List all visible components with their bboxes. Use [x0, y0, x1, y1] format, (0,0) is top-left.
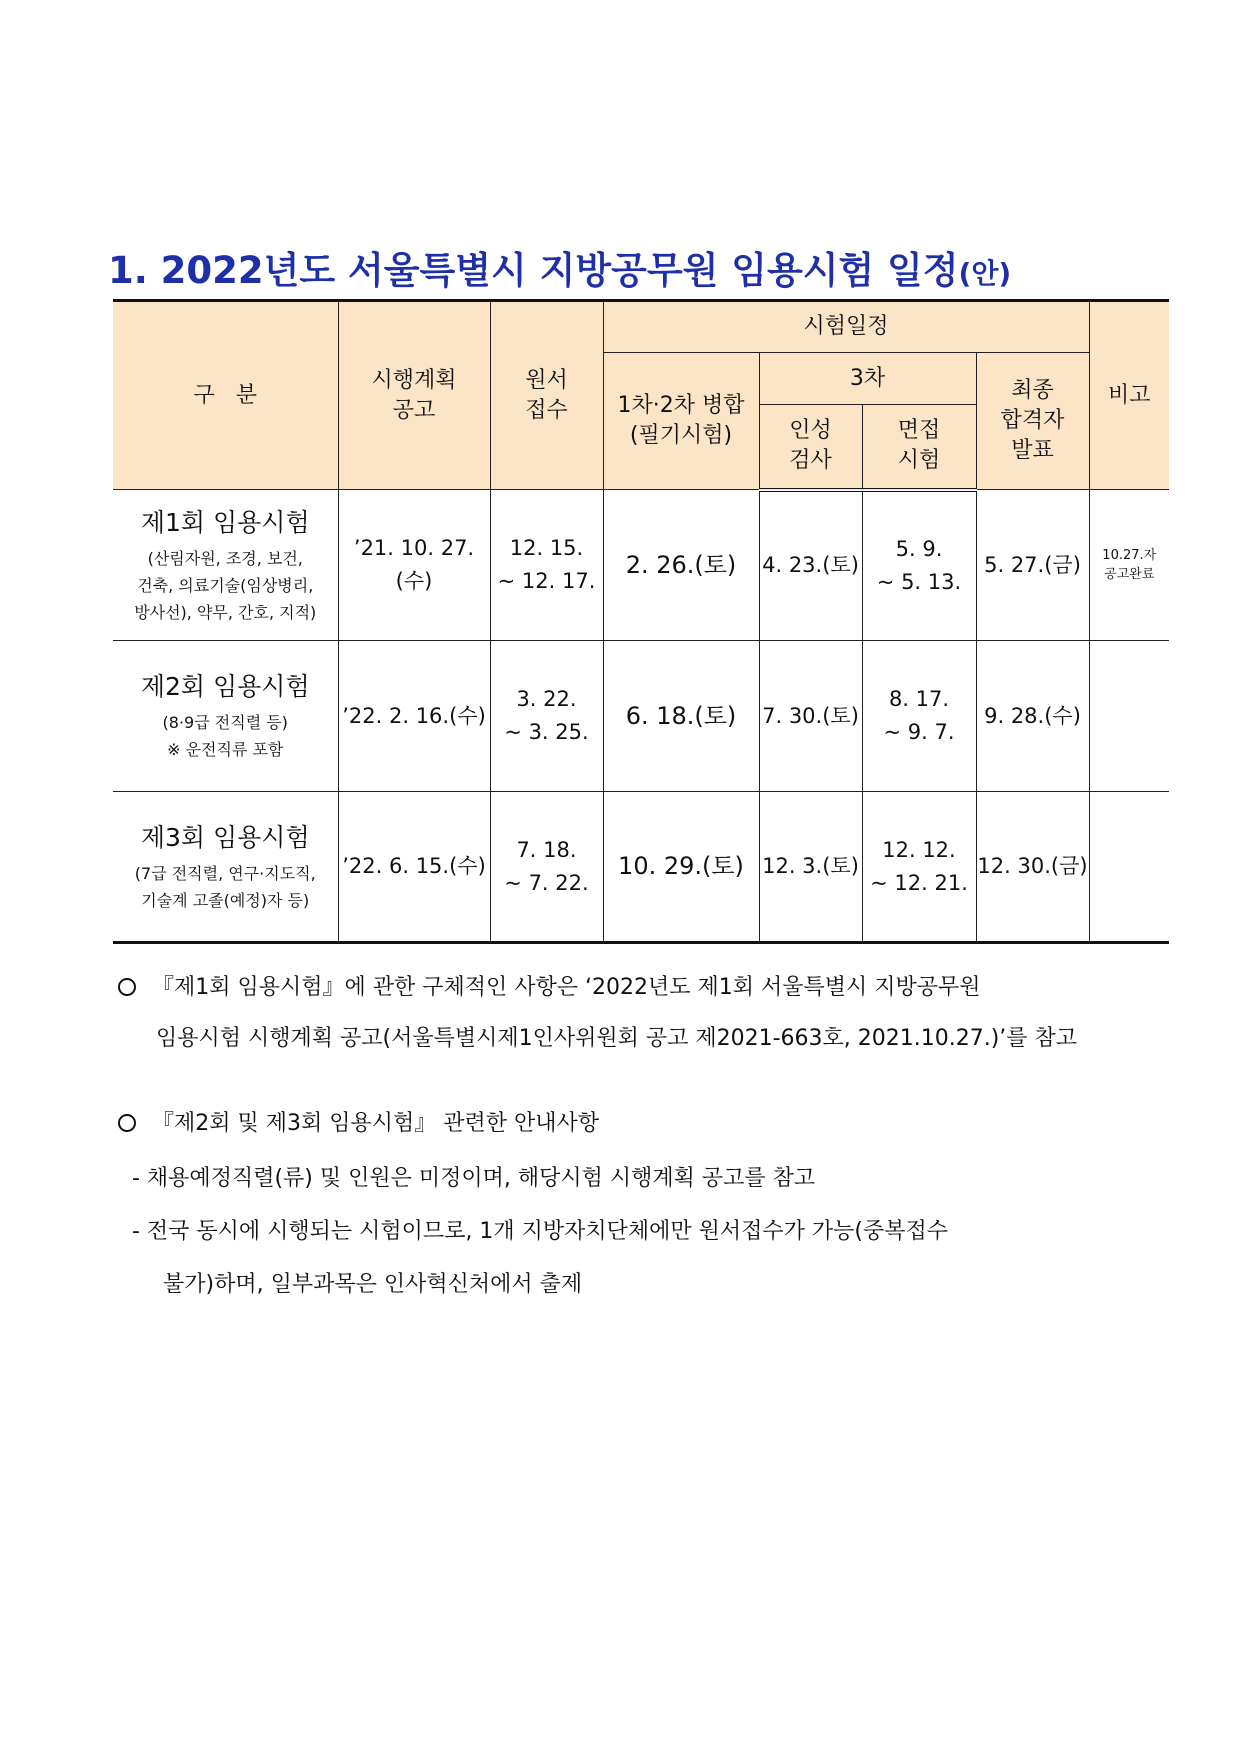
header-plan-notice: 시행계획 공고: [338, 301, 490, 490]
page-title-main: 1. 2022년도 서울특별시 지방공무원 임용시험 일정: [108, 249, 959, 292]
final-announcement-date: 9. 28.(수): [976, 641, 1089, 792]
application-period: 3. 22. ~ 3. 25.: [490, 641, 603, 792]
round-title: 제1회 임용시험: [140, 507, 310, 537]
note-bullet-1-line-2: 임용시험 시행계획 공고(서울특별시제1인사위원회 공고 제2021-663호, 2021.10.27.)’를 참고: [156, 1026, 1078, 1051]
row-category: [113, 641, 338, 792]
page-title: [108, 240, 1011, 290]
round-detail: (7급 전직렬, 연구·지도직, 기술계 고졸(예정)자 등): [134, 863, 316, 910]
header-final-announcement: 최종 합격자 발표: [976, 353, 1089, 490]
round-title: 제2회 임용시험: [140, 672, 310, 701]
final-announcement-date: 12. 30.(금): [976, 792, 1089, 943]
final-announcement-date: 5. 27.(금): [976, 490, 1089, 641]
written-exam-date: 6. 18.(토): [603, 641, 759, 792]
remarks-cell: [1089, 792, 1169, 943]
interview-period: 12. 12. ~ 12. 21.: [862, 792, 976, 943]
personality-test-date: 7. 30.(토): [759, 641, 862, 792]
personality-test-date: 12. 3.(토): [759, 792, 862, 943]
application-period: 7. 18. ~ 7. 22.: [490, 792, 603, 943]
header-personality-test: 인성 검사: [759, 405, 862, 490]
application-period: 12. 15. ~ 12. 17.: [490, 490, 603, 641]
plan-notice-date: ’22. 2. 16.(수): [338, 641, 490, 792]
note-text: 『제1회 임용시험』에 관한 구체적인 사항은 ‘2022년도 제1회 서울특별시 지방공무원: [152, 975, 981, 1000]
written-exam-date: 10. 29.(토): [603, 792, 759, 943]
page-title-suffix: (안): [958, 257, 1012, 290]
interview-period: 5. 9. ~ 5. 13.: [862, 490, 976, 641]
circle-bullet-icon: [118, 978, 136, 996]
table-row: [113, 641, 1169, 792]
row-category: [113, 490, 338, 641]
written-exam-date: 2. 26.(토): [603, 490, 759, 641]
header-written-exam: 1차·2차 병합 (필기시험): [603, 353, 759, 490]
interview-period: 8. 17. ~ 9. 7.: [862, 641, 976, 792]
remarks-cell: 10.27.자 공고완료: [1089, 490, 1169, 641]
row-category: [113, 792, 338, 943]
header-remarks: 비고: [1089, 301, 1169, 490]
round-title: 제3회 임용시험: [140, 822, 310, 852]
note-dash-2-line-2: 불가)하며, 일부과목은 인사혁신처에서 출제: [163, 1272, 583, 1297]
note-dash-1: - 채용예정직렬(류) 및 인원은 미정이며, 해당시험 시행계획 공고를 참고: [132, 1166, 816, 1191]
table-row: [113, 792, 1169, 943]
round-detail: (산림자원, 조경, 보건, 건축, 의료기술(임상병리, 방사선), 약무, 간호, 지적): [134, 548, 317, 622]
table-row: [113, 490, 1169, 641]
header-exam-schedule: 시험일정: [603, 301, 1089, 353]
personality-test-date: 4. 23.(토): [759, 490, 862, 641]
header-third-stage: 3차: [759, 353, 976, 405]
round-detail: (8·9급 전직렬 등) ※ 운전직류 포함: [162, 713, 288, 759]
note-text: 『제2회 및 제3회 임용시험』 관련한 안내사항: [152, 1111, 599, 1136]
header-category: 구 분: [113, 301, 338, 490]
circle-bullet-icon: [118, 1114, 136, 1132]
note-bullet-2: [118, 1106, 599, 1137]
header-interview: 면접 시험: [862, 405, 976, 490]
plan-notice-date: ’22. 6. 15.(수): [338, 792, 490, 943]
exam-schedule-table: [113, 299, 1169, 944]
note-dash-2-line-1: - 전국 동시에 시행되는 시험이므로, 1개 지방자치단체에만 원서접수가 가능(중복접수: [132, 1219, 949, 1244]
header-application: 원서 접수: [490, 301, 603, 490]
remarks-cell: [1089, 641, 1169, 792]
plan-notice-date: ’21. 10. 27.(수): [338, 490, 490, 641]
note-bullet-1-line-1: [118, 970, 980, 1001]
